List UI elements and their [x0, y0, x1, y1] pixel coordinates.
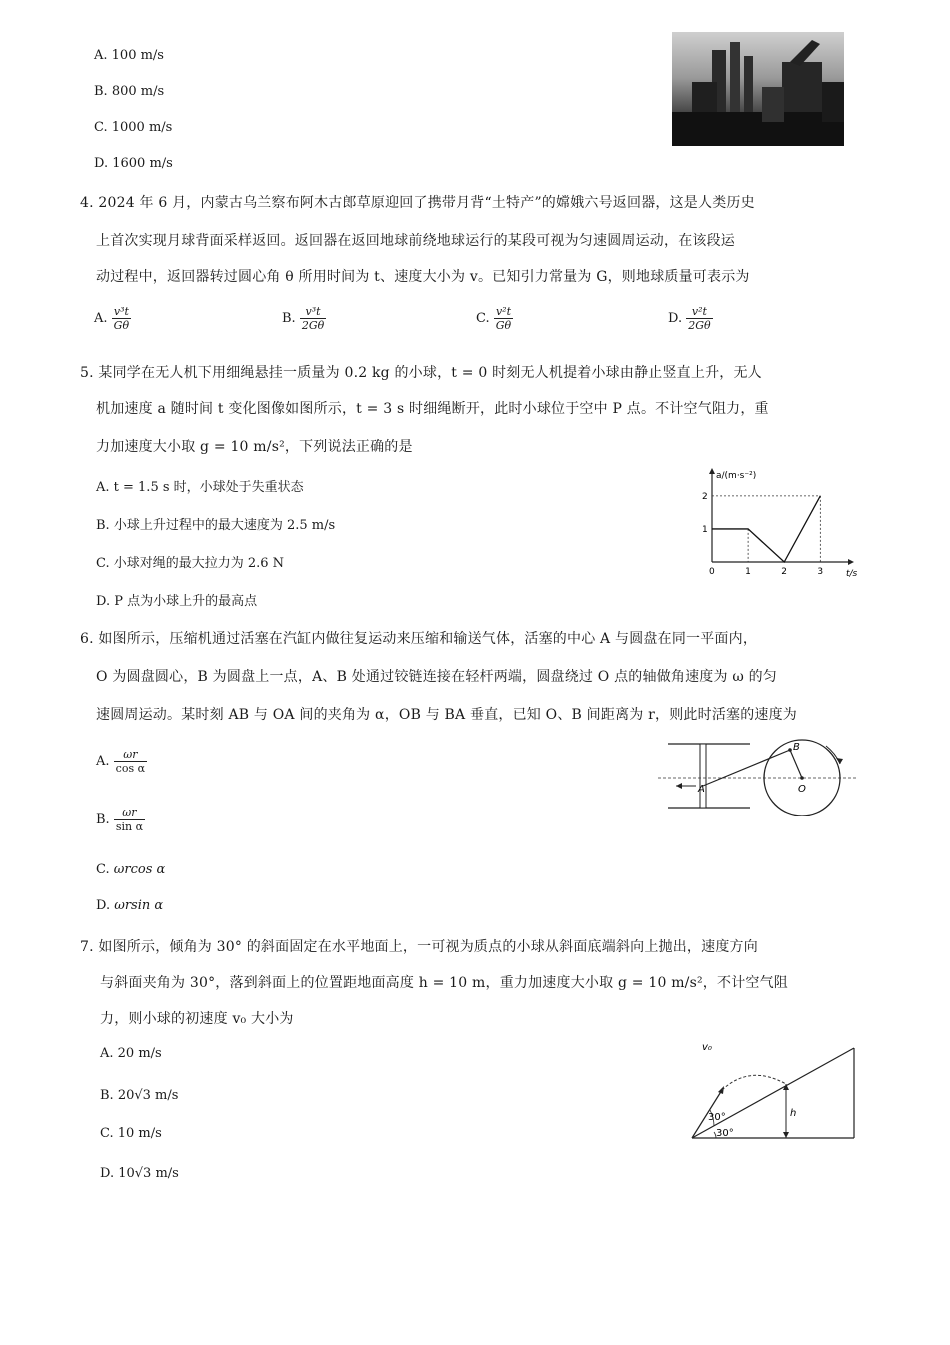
q3-option-a: A. 100 m/s	[94, 48, 164, 63]
q6-option-d-label: D.	[96, 898, 111, 913]
q4-option-a-label: A.	[94, 311, 108, 326]
q6-line-3: 速圆周运动。某时刻 AB 与 OA 间的夹角为 α，OB 与 BA 垂直，已知 O、B 间距离为 r，则此时活塞的速度为	[96, 707, 798, 723]
q5-line-2: 机加速度 a 随时间 t 变化图像如图所示，t = 3 s 时细绳断开，此时小球位于空中 P 点。不计空气阻力，重	[96, 401, 769, 417]
q6-option-c-text: ωrcos α	[113, 862, 166, 877]
q4-option-b-num: v³t	[300, 305, 326, 319]
radius-ob	[790, 750, 802, 778]
q6-option-b-label: B.	[96, 812, 110, 827]
label-angle-2: 30°	[716, 1128, 734, 1139]
q5-line-1: 5. 某同学在无人机下用细绳悬挂一质量为 0.2 kg 的小球，t = 0 时刻无人机提着小球由静止竖直上升，无人	[80, 365, 762, 381]
q5-option-c: C. 小球对绳的最大拉力为 2.6 N	[96, 556, 285, 571]
q6-option-b	[96, 806, 145, 833]
label-o: O	[798, 784, 806, 795]
q7-option-c: C. 10 m/s	[100, 1126, 162, 1141]
chart-x-arrow	[848, 559, 854, 565]
q6-line-2: O 为圆盘圆心，B 为圆盘上一点，A、B 处通过铰链连接在轻杆两端，圆盘绕过 O 点的轴做角速度为 ω 的匀	[96, 669, 778, 685]
q5-option-d: D. P 点为小球上升的最高点	[96, 594, 258, 609]
q4-option-a-num: v³t	[112, 305, 131, 319]
q5-option-b: B. 小球上升过程中的最大速度为 2.5 m/s	[96, 518, 336, 533]
q3-option-b: B. 800 m/s	[94, 84, 165, 99]
piston	[700, 744, 706, 808]
point-b-dot	[788, 748, 792, 752]
q5-line-3: 力加速度大小取 g = 10 m/s²，下列说法正确的是	[96, 439, 413, 455]
q7-line-2: 与斜面夹角为 30°，落到斜面上的位置距地面高度 h = 10 m，重力加速度大小取 g = 10 m/s²，不计空气阻	[100, 975, 788, 991]
factory-photo	[672, 32, 844, 146]
q6-option-a-label: A.	[96, 754, 110, 769]
connecting-rod	[703, 750, 790, 786]
q6-option-b-num: ωr	[114, 806, 145, 820]
q6-option-b-den: sin α	[115, 820, 144, 833]
chart-y-label: a/(m·s⁻²)	[716, 471, 757, 481]
chart-series-line	[712, 496, 820, 562]
velocity-arrow-head	[676, 783, 682, 789]
q4-option-c	[476, 305, 513, 332]
q4-option-c-label: C.	[476, 311, 490, 326]
center-o-dot	[800, 776, 804, 780]
q7-line-1: 7. 如图所示，倾角为 30° 的斜面固定在水平地面上，一可视为质点的小球从斜面底端斜向上抛出，速度方向	[80, 939, 758, 955]
q4-option-d-fraction	[686, 305, 712, 332]
q7-option-b: B. 20√3 m/s	[100, 1088, 179, 1103]
q6-option-d-text: ωrsin α	[114, 898, 164, 913]
factory-silhouette	[672, 32, 844, 146]
q3-option-c: C. 1000 m/s	[94, 120, 173, 135]
chart-y-tick-2: 2	[702, 491, 708, 502]
initial-velocity-arrow	[718, 1086, 724, 1094]
q6-option-c-label: C.	[96, 862, 110, 877]
chart-x-tick-1: 1	[745, 567, 751, 577]
label-angle-1: 30°	[708, 1112, 726, 1123]
q4-option-b	[282, 305, 326, 332]
q4-option-c-num: v²t	[494, 305, 513, 319]
chart-x-tick-0: 0	[709, 567, 715, 577]
q4-line-1: 4. 2024 年 6 月，内蒙古乌兰察布阿木古郎草原迎回了携带月背“土特产”的嫦娥六号返回器，这是人类历史	[80, 195, 755, 211]
q7-option-a: A. 20 m/s	[100, 1046, 162, 1061]
trajectory-dashed	[722, 1075, 786, 1090]
q6-option-a-den: cos α	[115, 762, 146, 775]
q6-option-a-fraction	[114, 748, 147, 775]
q5-option-a: A. t = 1.5 s 时，小球处于失重状态	[96, 480, 304, 495]
q4-option-d	[668, 305, 713, 332]
chart-x-tick-2: 2	[781, 567, 787, 577]
q4-option-d-num: v²t	[686, 305, 712, 319]
q6-option-a	[96, 748, 147, 775]
q4-option-d-label: D.	[668, 311, 683, 326]
height-arrow-bottom	[783, 1132, 789, 1138]
label-a: A	[698, 784, 705, 795]
chart-y-tick-1: 1	[702, 524, 708, 535]
q6-option-a-num: ωr	[114, 748, 147, 762]
q7-line-3: 力，则小球的初速度 v₀ 大小为	[100, 1011, 294, 1027]
q6-option-b-fraction	[114, 806, 145, 833]
q4-option-b-den: 2Gθ	[301, 319, 325, 332]
q4-option-b-fraction	[300, 305, 326, 332]
q4-option-c-fraction	[494, 305, 513, 332]
acceleration-time-chart	[690, 466, 860, 584]
label-v0: v₀	[702, 1042, 712, 1053]
label-h: h	[790, 1108, 797, 1119]
q6-option-c	[96, 862, 165, 877]
q4-option-a-fraction	[112, 305, 131, 332]
incline-projectile-figure	[688, 1040, 860, 1144]
piston-disk-figure	[658, 736, 858, 816]
q7-option-d: D. 10√3 m/s	[100, 1166, 179, 1181]
q4-option-a	[94, 305, 131, 332]
q4-option-d-den: 2Gθ	[688, 319, 711, 332]
q4-line-2: 上首次实现月球背面采样返回。返回器在返回地球前绕地球运行的某段可视为匀速圆周运动，在该段运	[96, 233, 735, 249]
q4-line-3: 动过程中，返回器转过圆心角 θ 所用时间为 t、速度大小为 v。已知引力常量为 G，则地球质量可表示为	[96, 269, 750, 285]
q4-option-b-label: B.	[282, 311, 296, 326]
label-b: B	[793, 742, 800, 753]
q4-option-c-den: Gθ	[495, 319, 512, 332]
q6-line-1: 6. 如图所示，压缩机通过活塞在汽缸内做往复运动来压缩和输送气体，活塞的中心 A 与圆盘在同一平面内，	[80, 631, 758, 647]
chart-y-arrow	[709, 468, 715, 474]
q4-option-a-den: Gθ	[113, 319, 130, 332]
q3-option-d: D. 1600 m/s	[94, 156, 173, 171]
incline-line	[692, 1048, 854, 1138]
chart-x-tick-3: 3	[817, 567, 824, 577]
chart-x-label: t/s	[846, 569, 858, 579]
q6-option-d	[96, 898, 163, 913]
